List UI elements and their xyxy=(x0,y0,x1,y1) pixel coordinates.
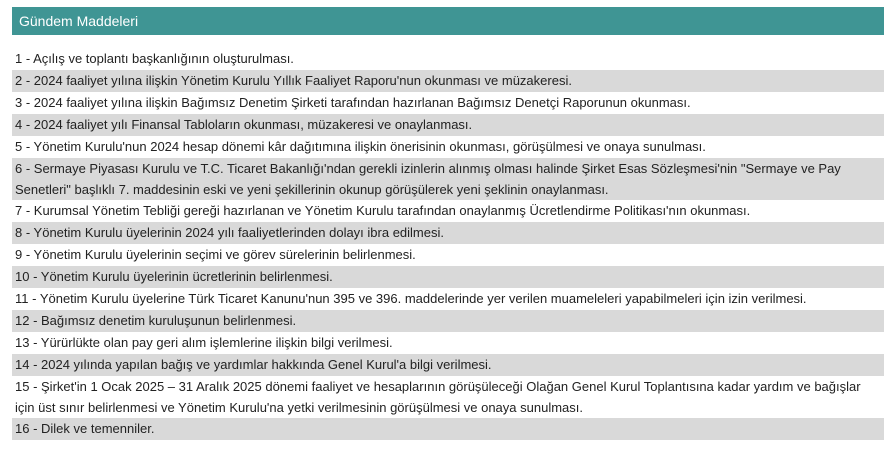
agenda-item-3: 3 - 2024 faaliyet yılına ilişkin Bağımsız Denetim Şirketi tarafından hazırlanan Bağımsız Denetçi Raporunun okunması. xyxy=(15,95,691,110)
agenda-item-8: 8 - Yönetim Kurulu üyelerinin 2024 yılı faaliyetlerinden dolayı ibra edilmesi. xyxy=(12,222,884,244)
agenda-item-4: 4 - 2024 faaliyet yılı Finansal Tabloların okunması, müzakeresi ve onaylanması. xyxy=(12,114,884,136)
agenda-item-5: 5 - Yönetim Kurulu'nun 2024 hesap dönemi kâr dağıtımına ilişkin önerisinin okunması, görüşülmesi ve onaya sunulması. xyxy=(15,139,706,154)
agenda-list xyxy=(12,48,884,440)
agenda-panel xyxy=(12,7,884,440)
agenda-item-15: 15 - Şirket'in 1 Ocak 2025 – 31 Aralık 2025 dönemi faaliyet ve hesaplarının görüşüleceği Olağan Genel Kurul Toplantısına kadar yardım ve bağışlar için üst sınır belirlenmesi ve Yönetim Kurulu'na yetki verilmesinin görüşülmesi ve onaya sunulması. xyxy=(15,379,861,415)
agenda-item-14: 14 - 2024 yılında yapılan bağış ve yardımlar hakkında Genel Kurul'a bilgi verilmesi. xyxy=(12,354,884,376)
agenda-item-13: 13 - Yürürlükte olan pay geri alım işlemlerine ilişkin bilgi verilmesi. xyxy=(15,335,393,350)
agenda-item-12: 12 - Bağımsız denetim kuruluşunun belirlenmesi. xyxy=(12,310,884,332)
agenda-item-2: 2 - 2024 faaliyet yılına ilişkin Yönetim Kurulu Yıllık Faaliyet Raporu'nun okunması ve müzakeresi. xyxy=(12,70,884,92)
agenda-item-1: 1 - Açılış ve toplantı başkanlığının oluşturulması. xyxy=(15,51,294,66)
agenda-item-11: 11 - Yönetim Kurulu üyelerine Türk Ticaret Kanunu'nun 395 ve 396. maddelerinde yer verilen muameleleri yapabilmeleri için izin verilmesi. xyxy=(15,291,807,306)
agenda-item-16: 16 - Dilek ve temenniler. xyxy=(12,418,884,440)
agenda-item-10: 10 - Yönetim Kurulu üyelerinin ücretlerinin belirlenmesi. xyxy=(12,266,884,288)
agenda-item-7: 7 - Kurumsal Yönetim Tebliği gereği hazırlanan ve Yönetim Kurulu tarafından onaylanmış Ücretlendirme Politikası'nın okunması. xyxy=(15,203,751,218)
agenda-header: Gündem Maddeleri xyxy=(12,7,884,35)
agenda-item-9: 9 - Yönetim Kurulu üyelerinin seçimi ve görev sürelerinin belirlenmesi. xyxy=(15,247,416,262)
agenda-item-6: 6 - Sermaye Piyasası Kurulu ve T.C. Ticaret Bakanlığı'ndan gerekli izinlerin alınmış olması halinde Şirket Esas Sözleşmesi'nin "Sermaye ve Pay Senetleri" başlıklı 7. maddesinin eski ve yeni şekillerinin okunup görüşülerek yeni şeklinin onaylanması. xyxy=(12,158,884,200)
